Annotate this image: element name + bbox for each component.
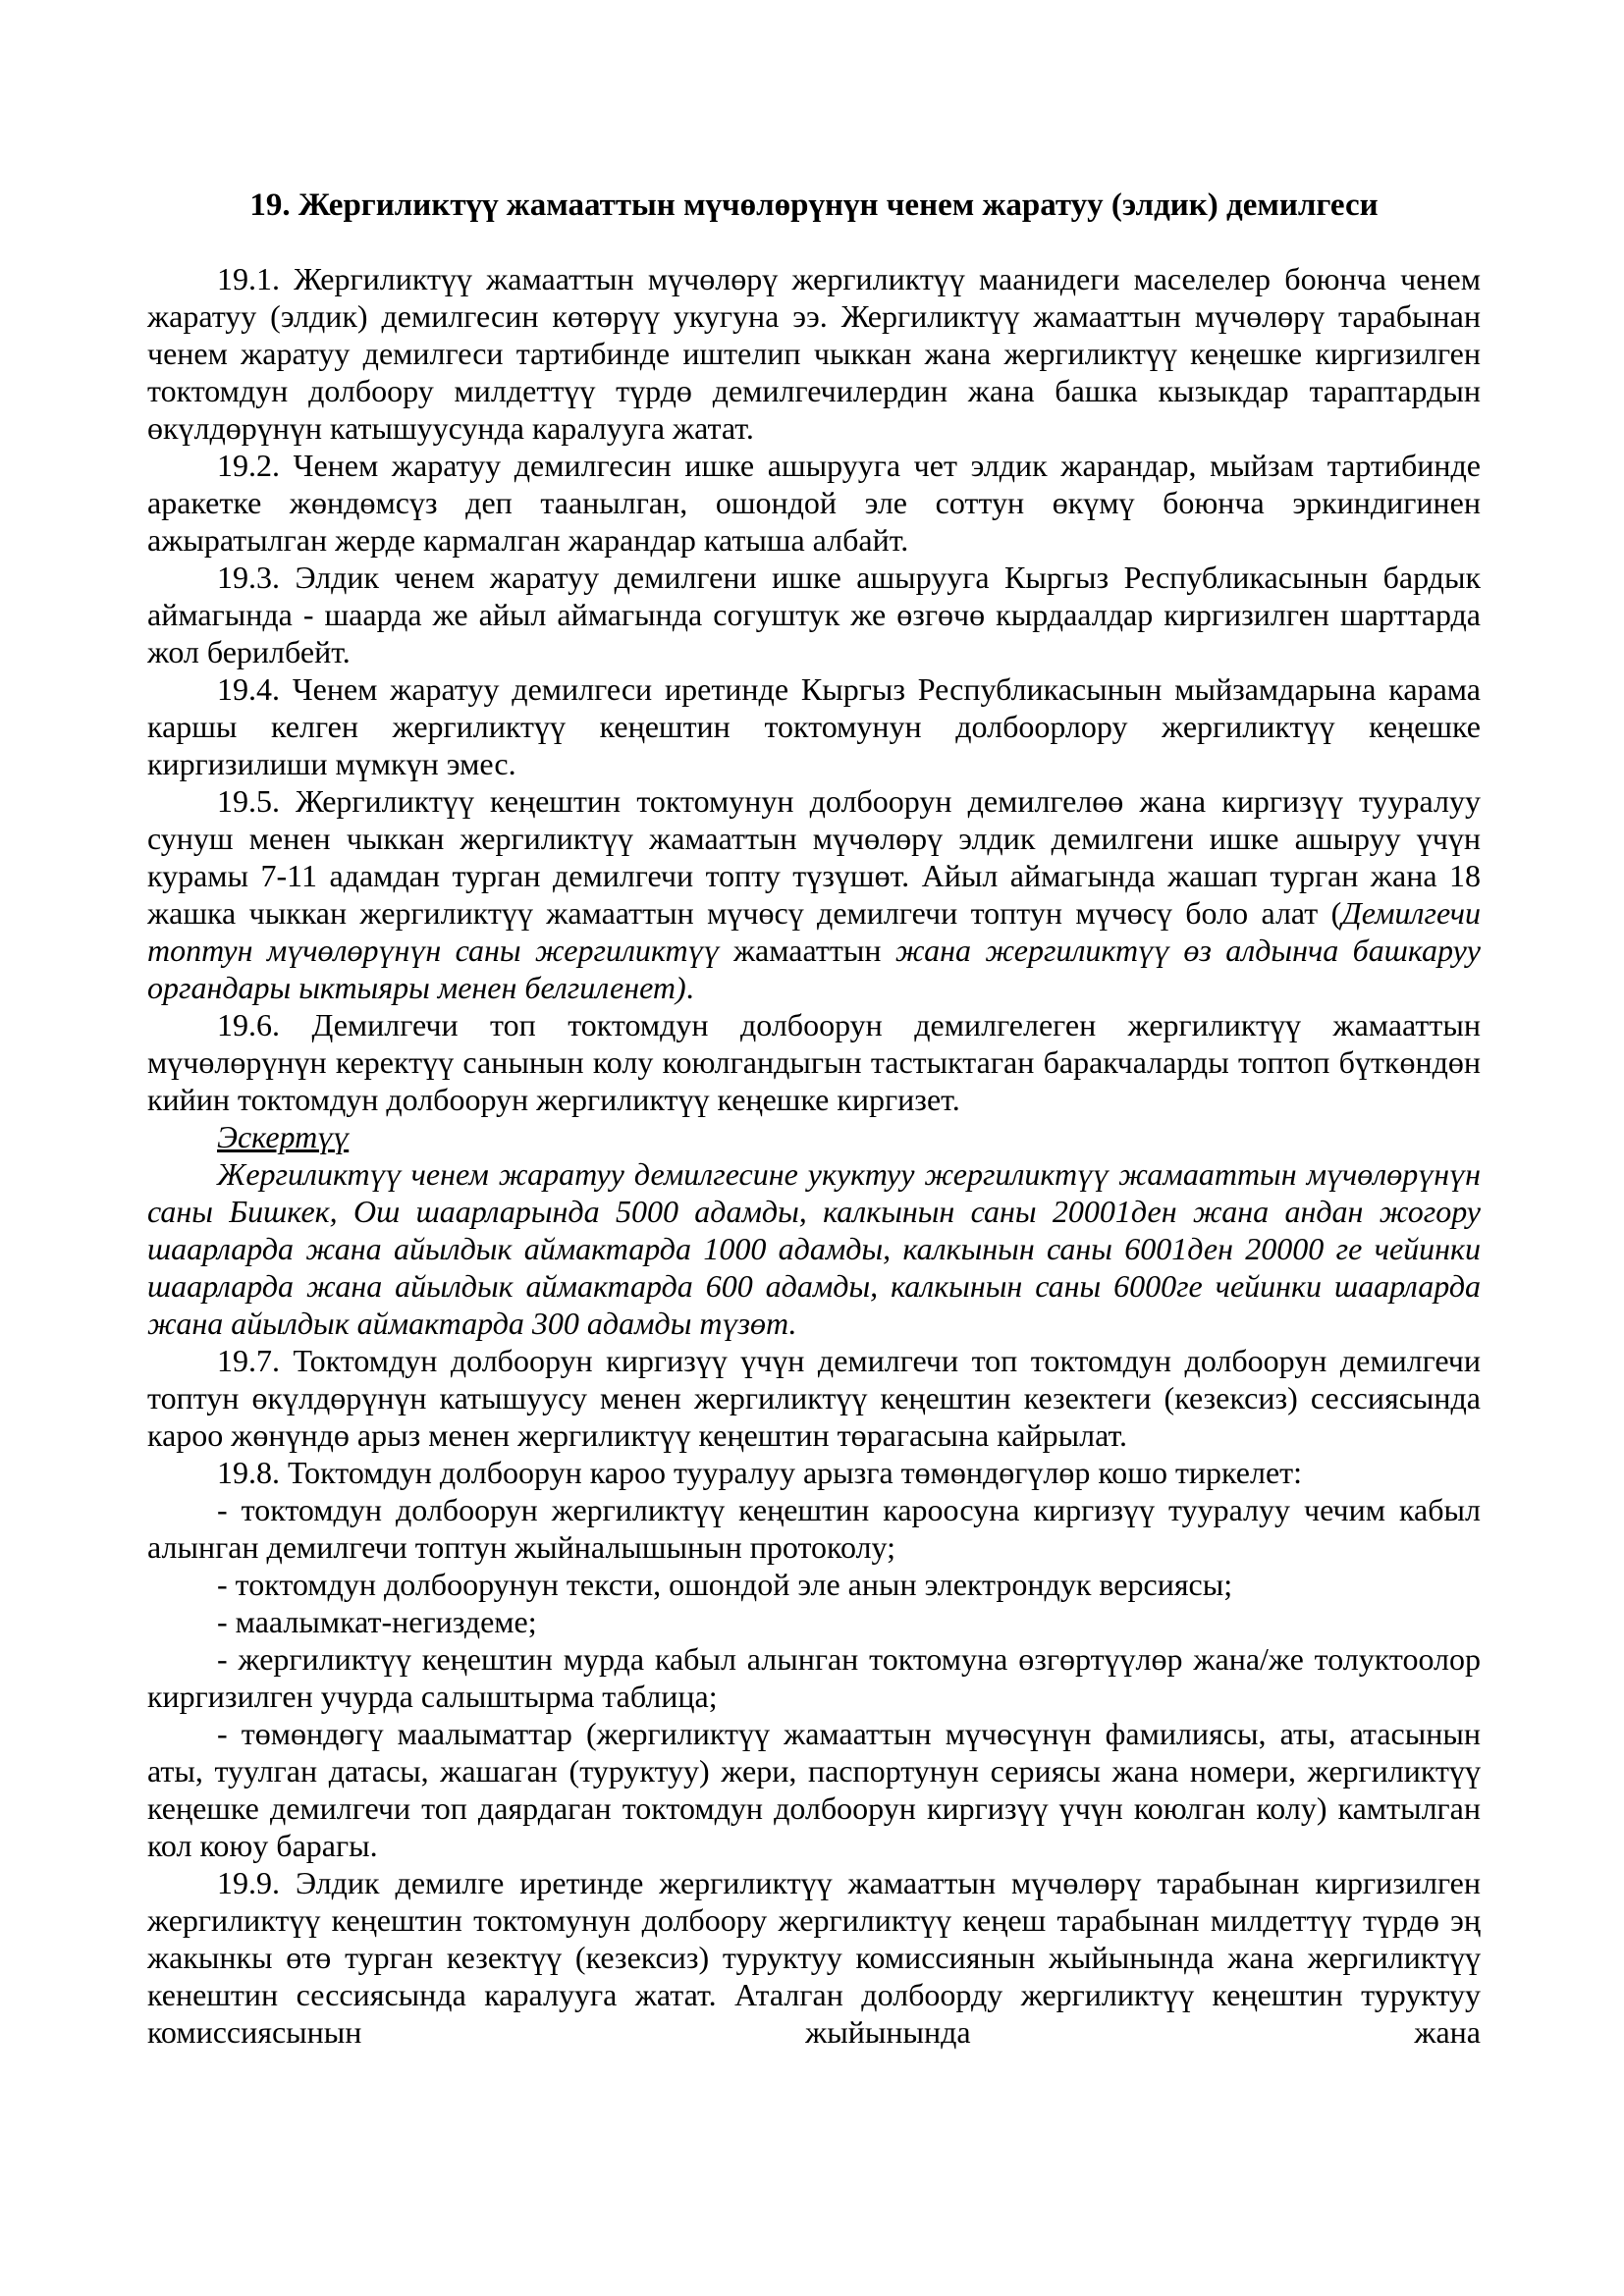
paragraph-19-3: 19.3. Элдик ченем жаратуу демилгени ишке ашырууга Кыргыз Республикасынын бардык аймагында - шаарда же айыл аймагында согуштук же өзгөчө кырдаалдар киргизилген шарттарда жол берилбейт. (147, 560, 1481, 669)
paragraph-19-7: 19.7. Токтомдун долбоорун киргизүү үчүн демилгечи топ токтомдун долбоорун демилгечи топтун өкүлдөрүнүн катышуусу менен жергиликтүү кеңештин кезектеги (кезексиз) сессиясында кароо жөнүндө арыз менен жергиликтүү кеңештин төрагасына кайрылат. (147, 1343, 1481, 1453)
paragraph-19-5-plain: жамааттын (732, 933, 895, 968)
paragraph-19-5-italic-b: жана жергиликтүү өз алдынча башкаруу органдары ыктыяры менен белгиленет) (147, 933, 1482, 1005)
attachment-item-5: - төмөндөгү маалыматтар (жергиликтүү жамааттын мүчөсүнүн фамилиясы, аты, атасынын аты, туулган датасы, жашаган (туруктуу) жери, паспортунун сериясы жана номери, жергиликтүү кеңешке демилгечи топ даярдаган токтомдун долбоорун киргизүү үчүн коюлган колу) камтылган кол коюу барагы. (147, 1716, 1481, 1863)
paragraph-19-6: 19.6. Демилгечи топ токтомдун долбоорун демилгелеген жергиликтүү жамааттын мүчөлөрүнүн керектүү санынын колу коюлгандыгын тастыктаган баракчаларды топтоп бүткөндөн кийин токтомдун долбоорун жергиликтүү кеңешке киргизет. (147, 1007, 1481, 1117)
attachment-item-3: - маалымкат-негиздеме; (217, 1604, 537, 1639)
paragraph-19-9: 19.9. Элдик демилге иретинде жергиликтүү жамааттын мүчөлөрү тарабынан киргизилген жергиликтүү кеңештин токтомунун долбоору жергиликтүү кеңеш тарабынан милдеттүү түрдө эң жакынкы өтө турган кезектүү (кезексиз) туруктуу комиссиянын жыйынында жана жергиликтүү кенештин сессиясында каралууга жатат. Аталган долбоорду жергиликтүү кеңештин туруктуу комиссиясынын жыйынында жана (147, 1865, 1481, 2050)
note-heading (147, 1118, 1481, 1155)
paragraph-19-5-lead: 19.5. Жергиликтүү кеңештин токтомунун долбоорун демилгелөө жана киргизүү тууралуу сунуш менен чыккан жергиликтүү жамааттын мүчөлөрү элдик демилгени ишке ашыруу үчүн курамы 7-11 адамдан турган демилгечи топту түзүшөт. Айыл аймагында жашап турган жана 18 жашка чыккан жергиликтүү жамааттын мүчөсү демилгечи топтун мүчөсү боло алат ( (147, 783, 1481, 931)
note-heading-text: Эскертүү (217, 1119, 350, 1154)
attachment-item-2: - токтомдун долбоорунун тексти, ошондой эле анын электрондук версиясы; (217, 1567, 1233, 1602)
paragraph-19-2: 19.2. Ченем жаратуу демилгесин ишке ашырууга чет элдик жарандар, мыйзам тартибинде аракетке жөндөмсүз деп таанылган, ошондой эле соттун өкүмү боюнча эркиндигинен ажыратылган жерде кармалган жарандар катыша албайт. (147, 448, 1481, 558)
paragraph-19-4: 19.4. Ченем жаратуу демилгеси иретинде Кыргыз Республикасынын мыйзамдарына карама каршы келген жергиликтүү кеңештин токтомунун долбоорлору жергиликтүү кеңешке киргизилиши мүмкүн эмес. (147, 671, 1481, 781)
section-heading: 19. Жергиликтүү жамааттын мүчөлөрүнүн ченем жаратуу (элдик) демилгеси (249, 187, 1379, 223)
attachment-item-4: - жергиликтүү кеңештин мурда кабыл алынган токтомуна өзгөртүүлөр жана/же толуктоолор киргизилген учурда салыштырма таблица; (147, 1641, 1481, 1714)
paragraph-19-1: 19.1. Жергиликтүү жамааттын мүчөлөрү жергиликтүү маанидеги маселелер боюнча ченем жаратуу (элдик) демилгесин көтөрүү укугуна ээ. Жергиликтүү жамааттын мүчөлөрү тарабынан ченем жаратуу демилгеси тартибинде иштелип чыккан жана жергиликтүү кеңешке киргизилген токтомдун долбоору милдеттүү түрдө демилгечилердин жана башка кызыкдар тараптардын өкүлдөрүнүн катышуусунда каралууга жатат. (147, 261, 1481, 446)
attachment-item-1: - токтомдун долбоорун жергиликтүү кеңештин кароосуна киргизүү тууралуу чечим кабыл алынган демилгечи топтун жыйналышынын протоколу; (147, 1492, 1481, 1565)
note-body: Жергиликтүү ченем жаратуу демилгесине укуктуу жергиликтүү жамааттын мүчөлөрүнүн саны Бишкек, Ош шаарларында 5000 адамды, калкынын саны 20001ден жана андан жогору шаарларда жана айылдык аймактарда 1000 адамды, калкынын саны 6001ден 20000 ге чейинки шаарларда жана айылдык аймактарда 600 адамды, калкынын саны 6000ге чейинки шаарларда жана айылдык аймактарда 300 адамды түзөт. (147, 1156, 1481, 1341)
paragraph-19-5-italic-a: Демилгечи топтун мүчөлөрүнүн саны жергиликтүү (147, 895, 1481, 968)
paragraph-19-8: 19.8. Токтомдун долбоорун кароо тууралуу арызга төмөндөгүлөр кошо тиркелет: (217, 1455, 1303, 1490)
paragraph-19-5-tail: . (685, 970, 694, 1005)
paragraph-19-5 (147, 782, 1481, 1006)
